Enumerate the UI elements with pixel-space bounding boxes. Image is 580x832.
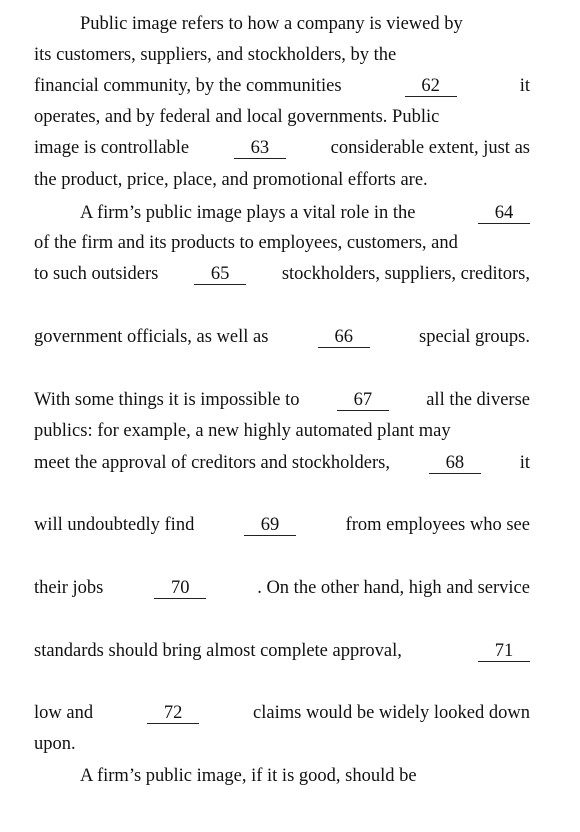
blank-72: 72 <box>147 703 199 724</box>
blank-71: 71 <box>478 641 530 662</box>
text-line <box>80 199 530 227</box>
text-line <box>34 72 530 100</box>
text-segment: With some things it is impossible to <box>34 390 300 410</box>
text-segment: claims would be widely looked down <box>253 703 530 723</box>
text-segment: standards should bring almost complete approval, <box>34 641 402 661</box>
text-segment: publics: for example, a new highly automated plant may <box>34 421 451 441</box>
text-segment: image is controllable <box>34 138 190 158</box>
text-line <box>34 730 530 758</box>
text-segment: operates, and by federal and local governments. Public <box>34 107 440 127</box>
text-line <box>80 10 530 38</box>
blank-69: 69 <box>244 515 296 536</box>
text-line <box>34 511 530 539</box>
text-segment: it <box>519 453 530 473</box>
text-line <box>34 449 530 477</box>
blank-63: 63 <box>234 138 286 159</box>
text-segment: its customers, suppliers, and stockholders, by the <box>34 45 397 65</box>
text-segment: . On the other hand, high and service <box>257 578 530 598</box>
text-line <box>34 166 530 194</box>
text-segment: upon. <box>34 734 76 754</box>
blank-64: 64 <box>478 203 530 224</box>
text-segment: meet the approval of creditors and stockholders, <box>34 453 391 473</box>
text-segment: considerable extent, just as <box>330 138 530 158</box>
text-segment: all the diverse <box>426 390 530 410</box>
text-segment: low and <box>34 703 94 723</box>
text-segment: of the firm and its products to employees, customers, and <box>34 233 458 253</box>
blank-67: 67 <box>337 390 389 411</box>
text-line <box>34 699 530 727</box>
text-segment: to such outsiders <box>34 264 159 284</box>
blank-65: 65 <box>194 264 246 285</box>
text-segment: financial community, by the communities <box>34 76 342 96</box>
text-line <box>34 260 530 288</box>
text-line <box>34 323 530 351</box>
text-segment: stockholders, suppliers, creditors, <box>281 264 530 284</box>
text-line <box>80 762 530 790</box>
blank-66: 66 <box>318 327 370 348</box>
text-line <box>34 229 530 257</box>
text-line <box>34 637 530 665</box>
text-line <box>34 103 530 131</box>
text-line <box>34 386 530 414</box>
text-segment: will undoubtedly find <box>34 515 195 535</box>
text-segment: Public image refers to how a company is viewed by <box>80 14 463 34</box>
text-segment: from employees who see <box>345 515 530 535</box>
text-line <box>34 417 530 445</box>
text-segment: A firm’s public image, if it is good, should be <box>80 766 417 786</box>
text-segment: it <box>519 76 530 96</box>
text-line <box>34 41 530 69</box>
blank-68: 68 <box>429 453 481 474</box>
text-segment: A firm’s public image plays a vital role in the <box>80 203 416 223</box>
text-segment: the product, price, place, and promotional efforts are. <box>34 170 428 190</box>
text-line <box>34 134 530 162</box>
text-segment: government officials, as well as <box>34 327 269 347</box>
blank-70: 70 <box>154 578 206 599</box>
text-segment: special groups. <box>419 327 530 347</box>
blank-62: 62 <box>405 76 457 97</box>
text-segment: their jobs <box>34 578 104 598</box>
text-line <box>34 574 530 602</box>
